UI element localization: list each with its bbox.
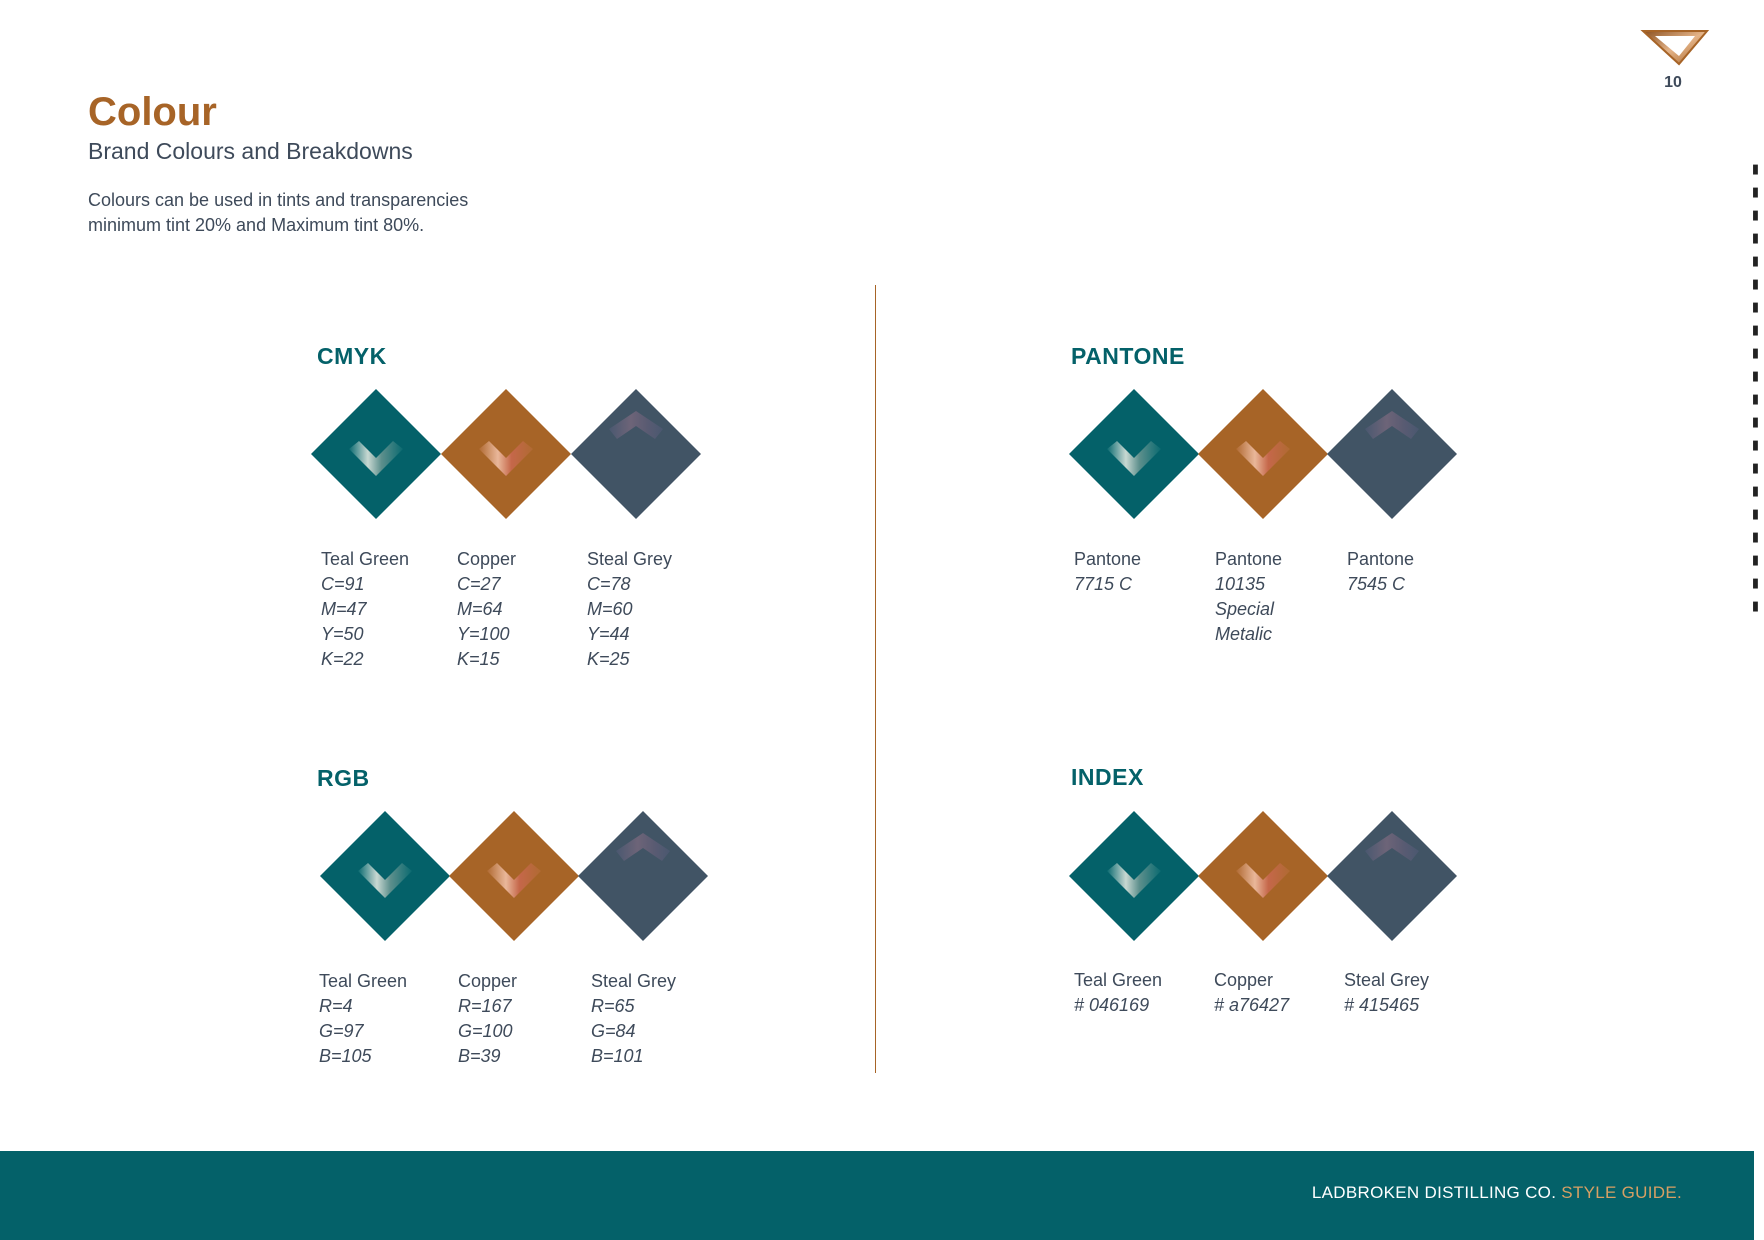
page-number: 10 [1664, 74, 1682, 91]
rgb-copper-breakdown [458, 969, 517, 1069]
swatch-name: Steal Grey [1344, 970, 1430, 990]
swatch-value: R=65 [591, 996, 635, 1016]
swatch-value: Metalic [1215, 624, 1273, 644]
pantone-teal-breakdown [1074, 547, 1141, 597]
swatch-value: 7545 C [1347, 574, 1406, 594]
cmyk-heading: CMYK [317, 343, 387, 369]
swatch-value: B=39 [458, 1046, 501, 1066]
footer-brand-name: LADBROKEN DISTILLING CO. [1311, 1183, 1557, 1202]
page-title: Colour [88, 90, 217, 134]
swatch-value: Y=44 [587, 624, 630, 644]
pantone-grey-breakdown [1347, 547, 1414, 597]
swatch-value: G=97 [319, 1021, 364, 1041]
copper-diamond-swatch [449, 811, 579, 941]
swatch-value: R=4 [319, 996, 353, 1016]
rgb-grey-breakdown [591, 969, 676, 1069]
cmyk-copper-breakdown [457, 547, 516, 672]
pantone-heading: PANTONE [1071, 343, 1185, 369]
index-swatches [1069, 811, 1469, 941]
swatch-name: Teal Green [1074, 970, 1163, 990]
swatch-value: # 415465 [1344, 995, 1420, 1015]
page-subtitle: Brand Colours and Breakdowns [88, 138, 413, 164]
swatch-value: C=78 [587, 574, 631, 594]
swatch-name: Copper [1214, 970, 1274, 990]
intro-line-1: Colours can be used in tints and transparencies [88, 190, 469, 210]
intro-line-2: minimum tint 20% and Maximum tint 80%. [88, 215, 425, 235]
pantone-copper-breakdown [1215, 547, 1282, 647]
copper-v-logo-icon [1641, 28, 1709, 66]
grey-diamond-swatch [578, 811, 708, 941]
teal-diamond-swatch [311, 389, 441, 519]
cmyk-grey-breakdown [587, 547, 672, 672]
swatch-value: 10135 [1215, 574, 1266, 594]
swatch-value: K=22 [321, 649, 364, 669]
grey-diamond-swatch [1327, 811, 1457, 941]
swatch-name: Pantone [1347, 549, 1415, 569]
swatch-value: M=47 [321, 599, 367, 619]
swatch-value: C=27 [457, 574, 501, 594]
index-teal-breakdown [1074, 968, 1162, 1018]
swatch-value: B=105 [319, 1046, 372, 1066]
copper-diamond-swatch [441, 389, 571, 519]
swatch-value: G=100 [458, 1021, 513, 1041]
side-vertical-decoration: ▮▮▮▮▮▮▮▮▮▮▮▮▮▮▮▮▮▮▮▮ [1749, 162, 1764, 622]
swatch-value: K=25 [587, 649, 630, 669]
index-grey-breakdown [1344, 968, 1429, 1018]
index-heading: INDEX [1071, 764, 1144, 790]
swatch-value: C=91 [321, 574, 365, 594]
teal-diamond-swatch [1069, 389, 1199, 519]
teal-diamond-swatch [320, 811, 450, 941]
footer-brand-accent: STYLE GUIDE. [1561, 1183, 1682, 1202]
swatch-name: Copper [457, 549, 517, 569]
swatch-value: M=60 [587, 599, 633, 619]
swatch-value: G=84 [591, 1021, 636, 1041]
swatch-name: Pantone [1215, 549, 1283, 569]
copper-diamond-swatch [1198, 389, 1328, 519]
footer-brand [1312, 1183, 1682, 1203]
column-divider [875, 285, 876, 1073]
teal-diamond-swatch [1069, 811, 1199, 941]
cmyk-teal-breakdown [321, 547, 409, 672]
swatch-name: Steal Grey [587, 549, 673, 569]
swatch-value: B=101 [591, 1046, 644, 1066]
swatch-name: Pantone [1074, 549, 1142, 569]
swatch-name: Steal Grey [591, 971, 677, 991]
intro-text [88, 188, 608, 238]
swatch-value: # 046169 [1074, 995, 1150, 1015]
swatch-value: M=64 [457, 599, 503, 619]
swatch-name: Teal Green [321, 549, 410, 569]
swatch-value: 7715 C [1074, 574, 1133, 594]
copper-diamond-swatch [1198, 811, 1328, 941]
swatch-value: R=167 [458, 996, 512, 1016]
rgb-heading: RGB [317, 765, 370, 791]
rgb-teal-breakdown [319, 969, 407, 1069]
swatch-value: # a76427 [1214, 995, 1290, 1015]
swatch-value: K=15 [457, 649, 500, 669]
pantone-swatches [1069, 389, 1469, 519]
index-copper-breakdown [1214, 968, 1289, 1018]
swatch-value: Y=50 [321, 624, 364, 644]
swatch-name: Teal Green [319, 971, 408, 991]
rgb-swatches [320, 811, 720, 941]
cmyk-swatches [311, 389, 711, 519]
swatch-value: Special [1215, 599, 1275, 619]
swatch-name: Copper [458, 971, 518, 991]
grey-diamond-swatch [1327, 389, 1457, 519]
swatch-value: Y=100 [457, 624, 510, 644]
grey-diamond-swatch [571, 389, 701, 519]
